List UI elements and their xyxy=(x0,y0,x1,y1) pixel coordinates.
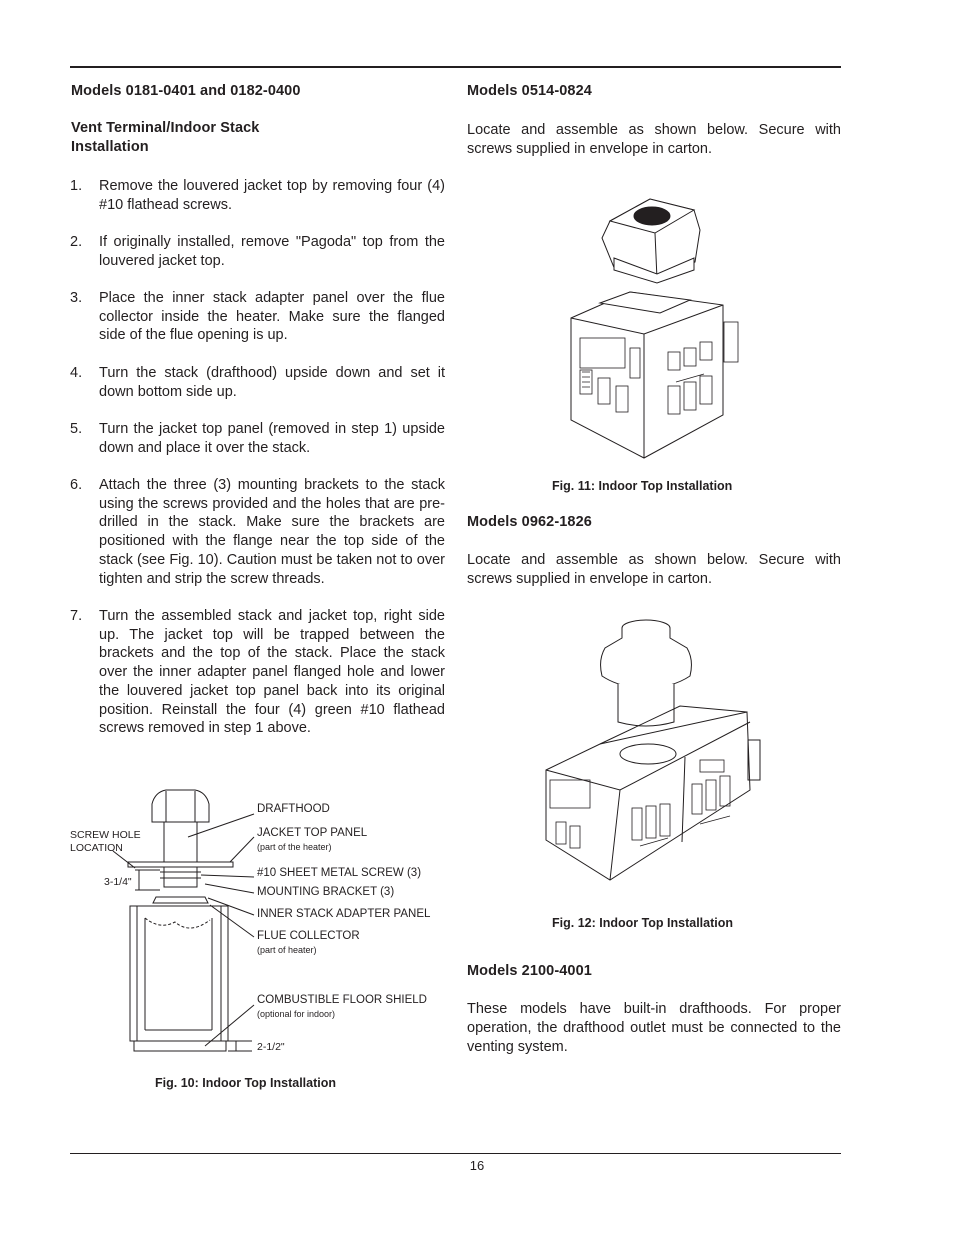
step-number: 6. xyxy=(70,477,83,493)
step-number: 5. xyxy=(70,421,83,437)
step-number: 3. xyxy=(70,290,83,306)
page-number: 16 xyxy=(469,1158,485,1173)
fig11-caption: Fig. 11: Indoor Top Installation xyxy=(552,479,733,493)
label-floor-shield-sub: (optional for indoor) xyxy=(257,1009,336,1019)
step-number: 4. xyxy=(70,365,83,381)
heading-models-0514: Models 0514-0824 xyxy=(467,83,592,99)
label-jacket-top-sub: (part of the heater) xyxy=(257,842,332,852)
label-mounting-bracket: MOUNTING BRACKET (3) xyxy=(257,886,395,898)
bottom-rule xyxy=(70,1153,841,1154)
step-text: Attach the three (3) mounting brackets to the stack using the screws provided and the holes that are pre-drilled in the stack. Make sure the brackets are positioned with the flange near the top side of the stack (see Fig. 10). Caution must be taken not to over tighten and strip the screw threads. xyxy=(99,477,445,587)
label-floor-shield: COMBUSTIBLE FLOOR SHIELD xyxy=(257,994,427,1006)
label-sheet-metal-screw: #10 SHEET METAL SCREW (3) xyxy=(257,867,422,879)
heading-vent-terminal-line1: Vent Terminal/Indoor Stack xyxy=(71,120,260,136)
heading-models-0181: Models 0181-0401 and 0182-0400 xyxy=(71,83,301,99)
label-dim-bottom: 2-1/2" xyxy=(257,1041,285,1053)
paragraph-0514: Locate and assemble as shown below. Secure with screws supplied in envelope in carton. xyxy=(467,122,841,157)
step-number: 1. xyxy=(70,178,83,194)
label-drafthood: DRAFTHOOD xyxy=(257,803,330,815)
label-screw-hole-2: LOCATION xyxy=(70,842,123,854)
paragraph-0962: Locate and assemble as shown below. Secure with screws supplied in envelope in carton. xyxy=(467,552,841,587)
step-number: 2. xyxy=(70,234,83,250)
step-text: Remove the louvered jacket top by removing four (4) #10 flathead screws. xyxy=(99,178,445,213)
label-dim-top: 3-1/4" xyxy=(104,876,132,888)
label-flue-collector: FLUE COLLECTOR xyxy=(257,930,360,942)
label-flue-collector-sub: (part of heater) xyxy=(257,945,317,955)
step-text: Turn the stack (drafthood) upside down and set it down bottom side up. xyxy=(99,365,445,400)
step-text: Turn the assembled stack and jacket top, right side up. The jacket top will be trapped between the brackets and the top of the stack. Place the stack over the inner adapter panel flanged hole and lower the louvered jacket top panel back into its original position. Reinstall the four (4) green #10 flathead screws removed in step 1 above. xyxy=(99,608,445,737)
label-inner-stack: INNER STACK ADAPTER PANEL xyxy=(257,908,431,920)
step-text: Turn the jacket top panel (removed in step 1) upside down and place it over the stack. xyxy=(99,421,445,456)
label-screw-hole-1: SCREW HOLE xyxy=(70,829,141,841)
fig12-caption: Fig. 12: Indoor Top Installation xyxy=(552,916,734,930)
step-number: 7. xyxy=(70,608,83,624)
fig10-caption: Fig. 10: Indoor Top Installation xyxy=(155,1076,337,1090)
label-jacket-top: JACKET TOP PANEL xyxy=(257,827,368,839)
step-text: Place the inner stack adapter panel over the flue collector inside the heater. Make sure the flanged side of the flue opening is up. xyxy=(99,290,445,344)
paragraph-2100: These models have built-in drafthoods. For proper operation, the drafthood outlet must be connected to the venting system. xyxy=(467,1001,841,1055)
heading-models-0962: Models 0962-1826 xyxy=(467,514,592,530)
step-text: If originally installed, remove "Pagoda" top from the louvered jacket top. xyxy=(99,234,445,269)
heading-vent-terminal-line2: Installation xyxy=(71,139,149,155)
heading-models-2100: Models 2100-4001 xyxy=(467,963,592,979)
